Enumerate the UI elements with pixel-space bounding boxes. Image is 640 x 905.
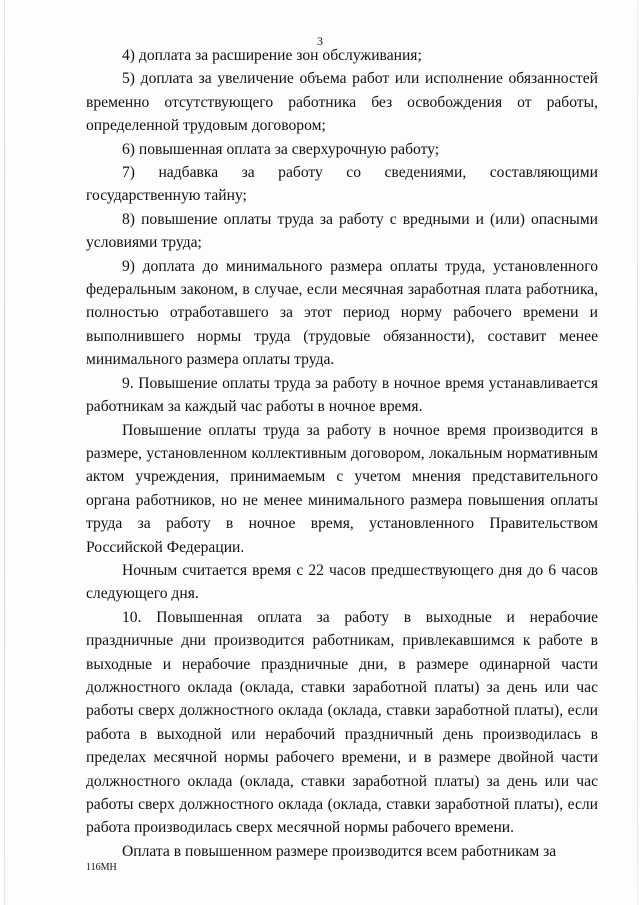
paragraph-item-7: 7) надбавка за работу со сведениями, составляющими государственную тайну; [86,164,598,205]
page-number: 3 [317,34,323,48]
paragraph-section-10: 10. Повышенная оплата за работу в выходные и нерабочие праздничные дни производится работникам, привлекавшимся к работе в выходные и нерабочие праздничные дни, в размере одинарной части должностного оклада (оклада, ставки заработной платы) за день или час работы сверх должностного оклада (оклада, ставки заработной платы), если работа в выходной или нерабочий праздничный день производилась в пределах месячной нормы рабочего времени, и в размере двойной части должностного оклада (оклада, ставки заработной платы) за день или час работы сверх должностного оклада (оклада, ставки заработной платы), если работа производилась сверх месячной нормы рабочего времени. [86,608,598,837]
paragraph-night-hours: Ночным считается время с 22 часов предшествующего дня до 6 часов следующего дня. [86,561,598,603]
paragraph-item-6: 6) повышенная оплата за сверхурочную работу; [122,140,440,158]
paragraph-continuation: Оплата в повышенном размере производится всем работникам за [122,842,557,860]
paragraph-item-4: 4) доплата за расширение зон обслуживания; [122,47,422,64]
footer-code: 116МН [86,862,117,873]
scan-edge-right [637,0,638,905]
paragraph-section-9: 9. Повышение оплаты труда за работу в ночное время устанавливается работникам за каждый час работы в ночное время. [86,374,598,416]
paragraph-night-rate: Повышение оплаты труда за работу в ночное время производится в размере, установленном коллективным договором, локальным нормативным актом учреждения, принимаемым с учетом мнения представительного органа работников, но не менее минимального размера повышения оплаты труда за работу в ночное время, установленного Правительством Российской Федерации. [86,421,598,556]
paragraph-item-5: 5) доплата за увеличение объема работ или исполнение обязанностей временно отсутствующего работника без освобождения от работы, определенной трудовым договором; [86,70,598,135]
scan-edge-left [4,0,5,905]
paragraph-item-8: 8) повышение оплаты труда за работу с вредными и (или) опасными условиями труда; [86,210,598,252]
document-body [86,44,598,863]
paragraph-item-9: 9) доплата до минимального размера оплаты труда, установленного федеральным законом, в случае, если месячная заработная плата работника, полностью отработавшего за этот период норму рабочего времени и выполнившего нормы труда (трудовые обязанности), составит менее минимального размера оплаты труда. [86,257,598,369]
